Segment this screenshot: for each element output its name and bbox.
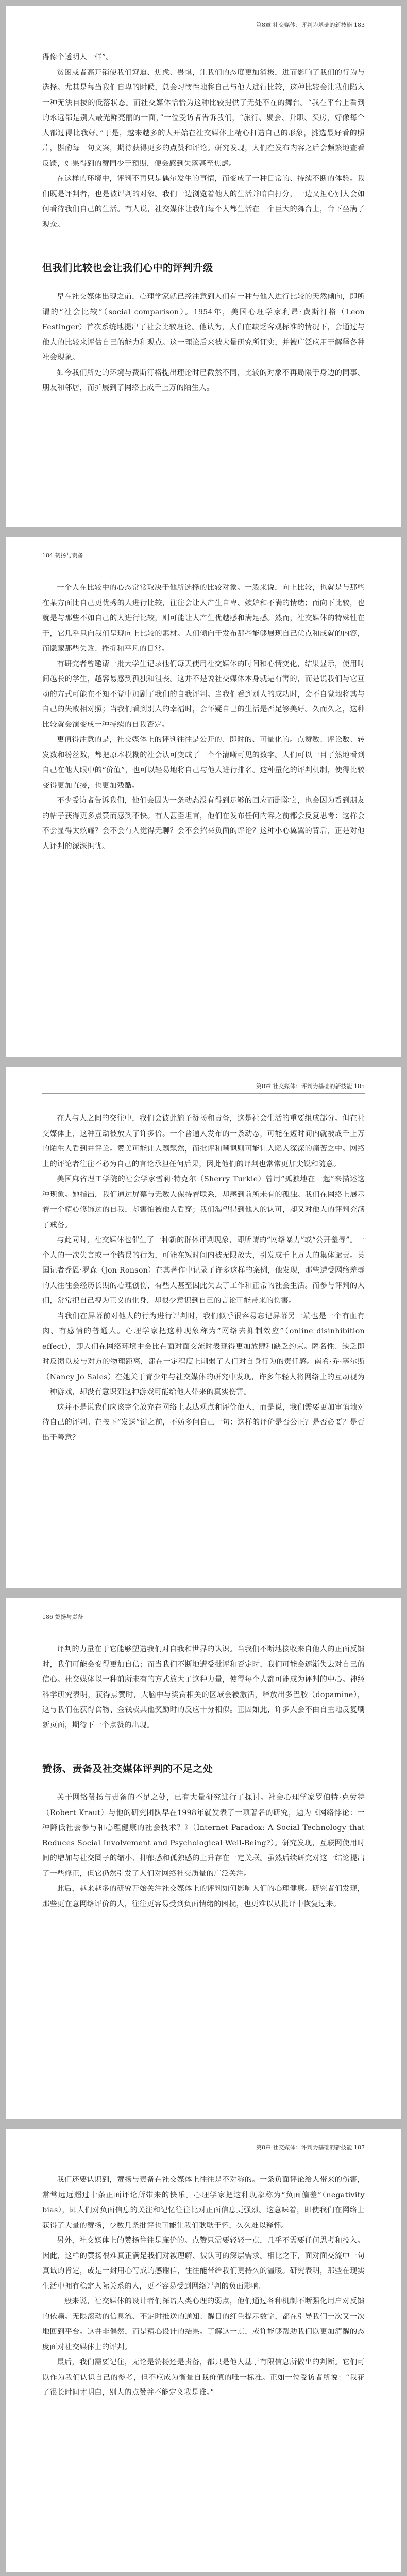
page-number: 186 (42, 1614, 53, 1620)
paragraph: 不少受访者告诉我们，他们会因为一条动态没有得到足够的回应而删除它，也会因为看到朋友的帖子获得更多点赞而感到不快。有人甚至坦言，他们在发布任何内容之前都会反复思考：这样会不会显得太炫耀？会不会有人觉得无聊？会不会招来负面的评论？这种小心翼翼的背后，正是对他人评判的深深担忧。 (42, 796, 365, 851)
paragraph: 另外，社交媒体上的赞扬往往是廉价的。点赞只需要轻轻一点，几乎不需要任何思考和投入。因此，这样的赞扬很难真正满足我们对被理解、被认可的深层需求。相比之下，面对面交流中一句真诚的肯定，或是一封用心写成的感谢信，往往能带给我们更持久的温暖。研究表明，那些在现实生活中拥有稳定人际关系的人，更不容易受到网络评判的负面影响。 (42, 2236, 365, 2291)
paragraph: 美国麻省理工学院的社会学家雪莉·特克尔（Sherry Turkle）曾用“孤独地在一起”来描述这种现象。她指出，我们通过屏幕与无数人保持着联系，却感到前所未有的孤独。我们在网络上展示着一个精心修饰过的自我，却害怕被他人看穿；我们渴望得到他人的认可，却又对他人的评判充满了戒备。 (42, 1175, 365, 1229)
section-heading: 赞扬、责备及社交媒体评判的不足之处 (42, 1763, 213, 1774)
paragraph: 一个人在比较中的心态常常取决于他所选择的比较对象。一般来说，向上比较，也就是与那些在某方面比自己更优秀的人进行比较，往往会让人产生自卑、嫉妒和不满的情绪；而向下比较，也就是与那些不如自己的人进行比较，则可能让人产生优越感和满足感。然而，社交媒体的特殊性在于，它几乎只向我们呈现向上比较的素材。人们倾向于发布那些能够展现自己优点和成就的内容，而隐藏那些失败、挫折和平凡的日常。 (42, 584, 365, 653)
paragraph: 贫困或者高开销使我们窘迫、焦虑、畏惧，让我们的态度更加消极，进而影响了我们的行为与选择。尤其是每当我们自卑的时候，总会习惯性地将自己与他人进行比较，这种比较会让我们陷入一种无法自拔的低落状态。而社交媒体恰恰为这种比较提供了无处不在的舞台。“我在平台上看到的永远都是别人最光鲜亮丽的一面，”一位受访者告诉我们，“旅行、聚会、升职、买房，好像每个人都过得比我好。”于是，越来越多的人开始在社交媒体上精心打造自己的形象，挑选最好看的照片，斟酌每一句文案，期待获得更多的点赞和评论。研究发现，人们在发布内容之后会频繁地查看反馈，如果得到的赞同少于预期，便会感到失落甚至焦虑。 (42, 68, 365, 168)
page-number: 183 (354, 22, 365, 28)
paragraph: 这并不是说我们应该完全放弃在网络上表达观点和评价他人，而是说，我们需要更加审慎地对待自己的评判。在按下“发送”键之前，不妨多问自己一句：这样的评价是否公正？是否必要？是否出于善意？ (42, 1403, 365, 1442)
book-page (6, 537, 401, 1057)
header-rule (42, 1093, 365, 1094)
header-title: 赞扬与责备 (55, 552, 83, 559)
header-chapter-title (256, 1082, 365, 1090)
paragraph: 我们还要认识到，赞扬与责备在社交媒体上往往是不对称的。一条负面评论给人带来的伤害，常常远远超过十条正面评论所带来的快乐。心理学家把这种现象称为“负面偏差”（negativity bias），即人们对负面信息的关注和记忆往往比对正面信息更强烈。这意味着，即使我们在网络上获得了大量的赞扬，少数几条批评也可能让我们耿耿于怀，久久难以释怀。 (42, 2176, 365, 2230)
running-header (42, 1082, 365, 1092)
book-page (6, 6, 401, 527)
running-header (42, 551, 365, 562)
header-book-title (42, 1613, 83, 1621)
body-text (42, 2173, 365, 2401)
header-chapter-title (256, 2143, 365, 2151)
paragraph: 一般来说，社交媒体的设计者们深谙人类心理的弱点，他们通过各种机制不断强化用户对反馈的依赖。无限滚动的信息流、不定时推送的通知、醒目的红色提示数字，都在引导我们一次又一次地回到平台。这并非偶然，而是精心设计的结果。了解这一点，或许能够帮助我们以更加清醒的态度面对社交媒体上的评判。 (42, 2297, 365, 2351)
paragraph: 有研究者曾邀请一批大学生记录他们每天使用社交媒体的时间和心情变化，结果显示，使用时间越长的学生，越容易感到孤独和沮丧。这并不是说社交媒体本身就是有害的，而是说我们与它互动的方式可能在不知不觉中加剧了我们的自我评判。当我们看到别人的成功时，会不自觉地将其与自己的失败相对照；当我们看到别人的幸福时，会怀疑自己的生活是否足够美好。久而久之，这种比较就会演变成一种持续的自我否定。 (42, 659, 365, 729)
paragraph: 在人与人之间的交往中，我们会彼此施予赞扬和责备，这是社会生活的重要组成部分。但在社交媒体上，这种互动被放大了许多倍。一个普通人发布的一条动态，可能在短时间内就被成千上万的陌生人看到并评论。赞美可能让人飘飘然，而批评和嘲讽则可能让人陷入深深的痛苦之中。网络上的评论者往往不必为自己的言论承担任何后果，因此他们的评判也常常更加尖锐和随意。 (42, 1114, 365, 1168)
paragraph: 在这样的环境中，评判不再只是偶尔发生的事情，而变成了一种日常的、持续不断的体验。我们既是评判者，也是被评判的对象。我们一边浏览着他人的生活并暗自打分，一边又担心别人会如何看待我们自己的生活。有人说，社交媒体让我们每个人都生活在一个巨大的舞台上，台下坐满了观众。 (42, 175, 365, 229)
page-number: 185 (354, 1083, 365, 1090)
paragraph: 此后，越来越多的研究开始关注社交媒体上的评判如何影响人们的心理健康。研究者们发现，那些更在意网络评价的人，往往更容易受到负面情绪的困扰，也更难以从批评中恢复过来。 (42, 1885, 365, 1908)
header-book-title (42, 551, 83, 560)
header-chapter: 第8章 (256, 22, 271, 28)
paragraph: 如今我们所处的环境与费斯汀格提出理论时已截然不同，比较的对象不再局限于身边的同事、朋友和邻居，而扩展到了网络上成千上万的陌生人。 (42, 368, 365, 392)
paragraph: 关于网络赞扬与责备的不足之处，已有大量研究进行了探讨。社会心理学家罗伯特·克劳特（Robert Kraut）与他的研究团队早在1998年就发表了一项著名的研究，题为《网络悖论：一种降低社会参与和心理健康的社会技术？》（Internet Paradox: A Social Technology that Reduces Social Involvement and Psychological Well-Being?）。研究发现，互联网使用时间的增加与社交圈子的缩小、抑郁感和孤独感的上升存在一定关联。虽然后续研究对这一结论提出了一些修正，但它仍然引发了人们对网络社交质量的广泛关注。 (42, 1793, 365, 1878)
header-chapter-title (256, 21, 365, 29)
header-title: 赞扬与责备 (55, 1614, 83, 1620)
header-title: 社交媒体：评判为基础的新技能 (273, 22, 352, 28)
book-page (6, 2129, 401, 2572)
body-text (42, 1642, 365, 1733)
header-title: 社交媒体：评判为基础的新技能 (273, 1083, 352, 1090)
body-text (42, 290, 365, 396)
paragraph: 得像个透明人一样”。 (42, 53, 113, 61)
body-text (42, 1790, 365, 1912)
page-number: 187 (354, 2144, 365, 2151)
book-page (6, 1067, 401, 1588)
paragraph: 评判的力量在于它能够塑造我们对自我和世界的认识。当我们不断地接收来自他人的正面反馈时，我们可能会变得更加自信；而当我们不断地遭受批评和否定时，我们可能会逐渐失去对自己的信心。社交媒体以一种前所未有的方式放大了这种力量，使得每个人都可能成为评判的中心。神经科学研究表明，获得点赞时，大脑中与奖赏相关的区域会被激活，释放出多巴胺（dopamine），这与我们在获得食物、金钱或其他奖励时的反应十分相似。正因如此，许多人会不由自主地反复刷新页面，期待下一个点赞的出现。 (42, 1645, 365, 1730)
body-text (42, 1111, 365, 1446)
paragraph: 更值得注意的是，社交媒体上的评判往往是公开的、即时的、可量化的。点赞数、评论数、转发数和粉丝数，都把原本模糊的社会认可变成了一个个清晰可见的数字。人们可以一目了然地看到自己在他人眼中的“价值”，也可以轻易地将自己与他人进行排名。这种量化的评判机制，使得比较变得更加直接，也更加残酷。 (42, 736, 365, 790)
header-title: 社交媒体：评判为基础的新技能 (273, 2144, 352, 2151)
body-text (42, 581, 365, 854)
section-heading: 但我们比较也会让我们心中的评判升级 (42, 262, 213, 274)
paragraph: 与此同时，社交媒体也催生了一种新的群体评判现象，即所谓的“网络暴力”或“公开羞辱”。一个人的一次失言或一个错误的行为，可能在短时间内被无限放大，引发成千上万人的集体谴责。英国记者乔恩·罗森（Jon Ronson）在其著作中记录了许多这样的案例，他发现，那些遭受网络羞辱的人往往会经历长期的心理创伤，有些人甚至因此失去了工作和正常的社会生活。而参与评判的人们，常常把自己视为正义的化身，却很少意识到自己的言论可能带来的伤害。 (42, 1236, 365, 1305)
header-chapter: 第8章 (256, 1083, 271, 1090)
paragraph: 最后，我们需要记住，无论是赞扬还是责备，都只是他人基于有限信息所做出的判断。它们可以作为我们认识自己的参考，但不应成为衡量自我价值的唯一标准。正如一位受访者所说：“我花了很长时间才明白，别人的点赞并不能定义我是谁。” (42, 2358, 365, 2397)
page-number: 184 (42, 552, 53, 559)
running-header (42, 1613, 365, 1623)
running-header (42, 2143, 365, 2154)
running-header (42, 21, 365, 31)
header-chapter: 第8章 (256, 2144, 271, 2151)
body-text (42, 50, 365, 232)
book-page (6, 1598, 401, 2119)
paragraph: 早在社交媒体出现之前，心理学家就已经注意到人们有一种与他人进行比较的天然倾向，即所谓的“社会比较”（social comparison）。1954年，美国心理学家利昂·费斯汀格（Leon Festinger）首次系统地提出了社会比较理论。他认为，人们在缺乏客观标准的情况下，会通过与他人的比较来评估自己的能力和观点。这一理论后来被大量研究所证实，并被广泛应用于解释各种社会现象。 (42, 293, 365, 362)
paragraph: 当我们在屏幕前对他人的行为进行评判时，我们似乎很容易忘记屏幕另一端也是一个有血有肉、有感情的普通人。心理学家把这种现象称为“网络去抑制效应”（online disinhibition effect），即人们在网络环境中会比在面对面交流时表现得更加放肆和缺乏约束。匿名性、缺乏即时反馈以及与对方的物理距离，都在一定程度上削弱了人们对自身行为的责任感。南希·乔·塞尔斯（Nancy Jo Sales）在她关于青少年与社交媒体的研究中发现，许多年轻人将网络上的互动视为一种游戏，却没有意识到这种游戏可能给他人带来的真实伤害。 (42, 1312, 365, 1396)
